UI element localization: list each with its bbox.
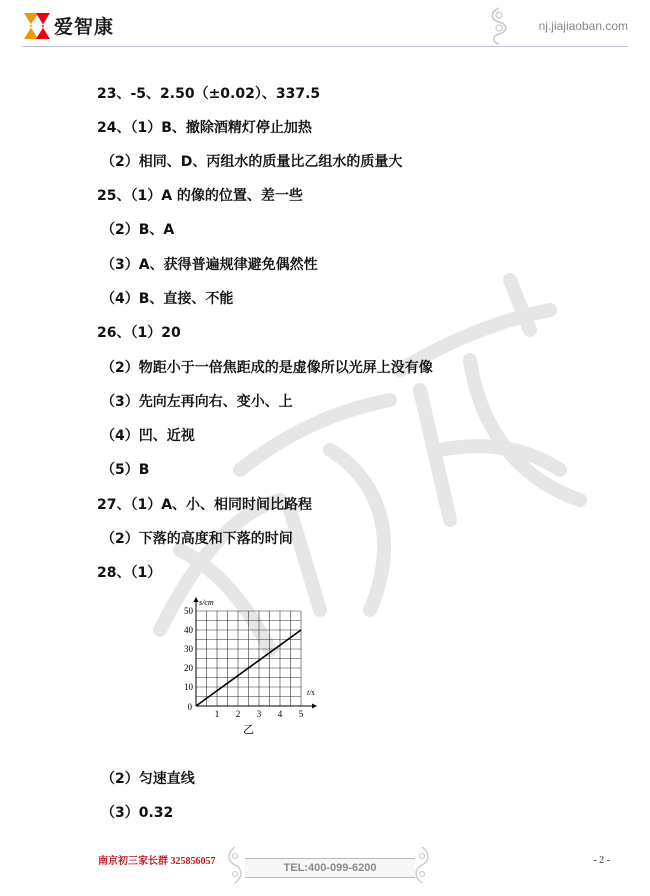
site-url[interactable]: nj.jiajiaoban.com bbox=[538, 19, 628, 33]
header-divider bbox=[22, 46, 628, 47]
brand-logo bbox=[24, 12, 114, 39]
logo-mark-icon bbox=[24, 13, 50, 39]
answer-line: （2）匀速直线 bbox=[101, 771, 195, 787]
answer-line: （5）B bbox=[101, 462, 150, 478]
answer-line: （2）物距小于一倍焦距成的是虚像所以光屏上没有像 bbox=[101, 360, 433, 376]
y-tick-label: 30 bbox=[184, 644, 193, 654]
x-axis-label: t/s bbox=[307, 688, 315, 697]
y-tick-label: 50 bbox=[184, 606, 193, 616]
answer-line: （4）B、直接、不能 bbox=[101, 291, 234, 307]
answer-line: 26、（1）20 bbox=[97, 325, 181, 341]
answer-line: （2）B、A bbox=[101, 222, 175, 238]
x-tick-label: 5 bbox=[298, 709, 304, 719]
y-axis-arrow bbox=[194, 597, 199, 602]
answer-line: （3）0.32 bbox=[101, 805, 174, 821]
brand-name: 爱智康 bbox=[54, 16, 115, 38]
footer-telephone: TEL:400-099-6200 bbox=[245, 858, 415, 878]
page-header bbox=[0, 0, 650, 50]
s-t-graph bbox=[184, 591, 334, 736]
answer-line: （3）A、获得普遍规律避免偶然性 bbox=[101, 257, 318, 273]
answer-line: 25、（1）A 的像的位置、差一些 bbox=[97, 188, 303, 204]
answer-line: 27、（1）A、小、相同时间比路程 bbox=[97, 497, 313, 513]
answer-line: 24、（1）B、撤除酒精灯停止加热 bbox=[97, 120, 312, 136]
answer-line: （2）相同、D、丙组水的质量比乙组水的质量大 bbox=[101, 154, 403, 170]
ornament-icon bbox=[412, 845, 432, 885]
x-tick-label: 2 bbox=[235, 709, 241, 719]
answer-line: 28、（1） bbox=[97, 565, 162, 581]
x-tick-label: 3 bbox=[256, 709, 262, 719]
ornament-icon bbox=[225, 845, 245, 885]
answer-line: 23、-5、2.50（±0.02）、337.5 bbox=[97, 86, 321, 102]
page-number: - 2 - bbox=[593, 855, 610, 866]
answer-line: （2）下落的高度和下落的时间 bbox=[101, 531, 293, 547]
y-tick-label: 10 bbox=[184, 682, 193, 692]
footer-group-info: 南京初三家长群 325856057 bbox=[98, 856, 216, 867]
origin-label: 0 bbox=[187, 702, 192, 712]
ornament-icon bbox=[486, 6, 512, 46]
x-tick-label: 4 bbox=[277, 709, 283, 719]
y-tick-label: 40 bbox=[184, 625, 193, 635]
y-tick-label: 20 bbox=[184, 663, 193, 673]
x-tick-label: 1 bbox=[214, 709, 220, 719]
chart-caption: 乙 bbox=[243, 723, 254, 736]
y-axis-label: s/cm bbox=[199, 598, 214, 607]
answer-line: （3）先向左再向右、变小、上 bbox=[101, 394, 293, 410]
x-axis-arrow bbox=[312, 704, 317, 709]
answer-line: （4）凹、近视 bbox=[101, 428, 195, 444]
